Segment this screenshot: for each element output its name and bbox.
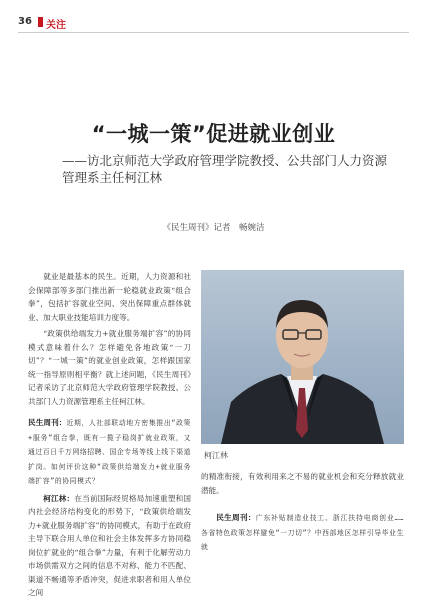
photo-caption: 柯江林 — [204, 451, 228, 460]
right-text-column — [201, 470, 404, 558]
portrait-photo — [201, 270, 404, 444]
left-text-column — [28, 270, 191, 603]
question-label: 民生周刊： — [216, 513, 256, 522]
article-headline: “一城一策”促进就业创业 — [91, 122, 336, 146]
paragraph: 的精准衔接，有效利用来之不易的就业机会和充分释放就业潜能。 — [201, 472, 404, 495]
section-label: 关注 — [46, 20, 66, 31]
page-number: 36 — [18, 16, 32, 27]
article-byline: 《民生周刊》记者 畅婉洁 — [162, 223, 265, 233]
question-text: 广东补贴制造业技工、浙江扶持电商创业……各省特色政策怎样避免“一刀切”？中西部地区怎样引导毕业生就 — [201, 514, 404, 551]
article-subhead: ——访北京师范大学政府管理学院教授、公共部门人力资源管理系主任柯江林 — [62, 153, 388, 185]
portrait-illustration — [201, 270, 404, 444]
header-divider — [18, 32, 409, 33]
question-paragraph — [28, 416, 191, 489]
answer-label: 柯江林： — [43, 493, 75, 503]
section-marker — [38, 17, 43, 27]
answer-text: 在当前国际经贸格局加速重塑和国内社会经济结构变化的形势下，“政策供给端发力+就业服务端扩容”的协同模式，有助于在政府主导下联合用人单位和社会主体发挥多方协同稳岗位扩就业的“组合拳”力量，有利于化解劳动力市场供需双方之间的信息不对称、能力不匹配、渠道不畅通等矛盾冲突，促进求职者和用人单位之间 — [28, 493, 192, 597]
question-text: 近期，人社部联动地方密集推出“政策+服务”组合拳，既有一揽子稳岗扩就业政策，又通过百日千万网络招聘、国企专场等线上线下渠道扩岗。如何评价这种“政策供给端发力+就业服务端扩容”的协同模式？ — [28, 419, 192, 485]
answer-paragraph — [28, 492, 191, 600]
question-paragraph — [201, 511, 404, 555]
question-label: 民生周刊： — [28, 418, 67, 427]
paragraph: 就业是最基本的民生。近期，人力资源和社会保障部等多部门推出新一轮稳就业政策“组合拳”，包括扩容就业空间、突出保障重点群体就业、加大职业技能培训力度等。 — [28, 272, 191, 322]
paragraph: “政策供给端发力+就业服务端扩容”的协同模式意味着什么？怎样避免各地政策“一刀切”？“一城一策”的就业创业政策，怎样跟国家统一指导原则相平衡？就上述问题，《民生周刊》记者采访了北京师范大学政府管理学院教授、公共部门人力资源管理系主任柯江林。 — [28, 329, 191, 406]
